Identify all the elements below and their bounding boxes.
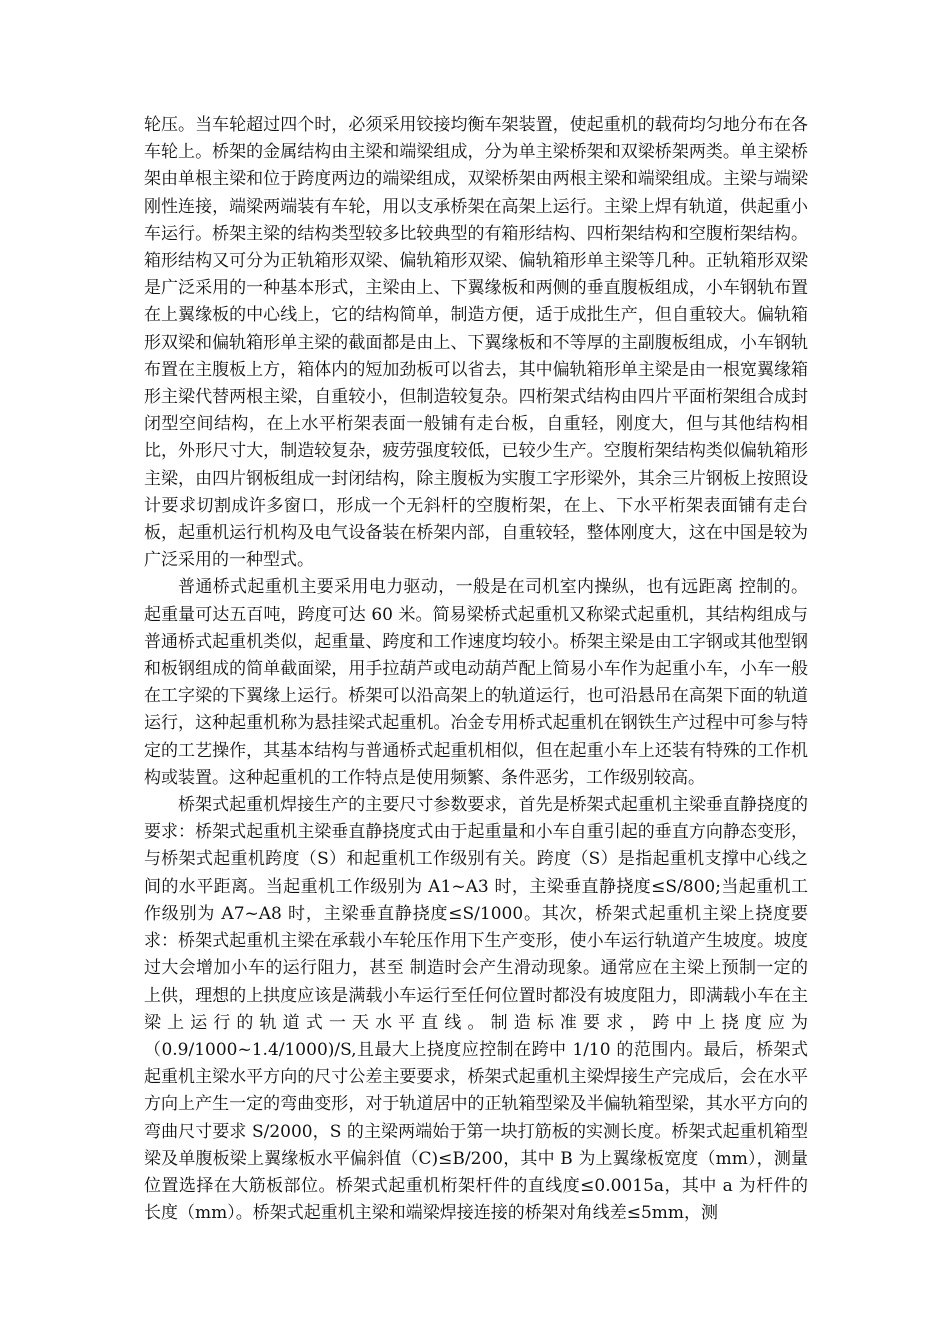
paragraph-welding-requirements: 桥架式起重机焊接生产的主要尺寸参数要求，首先是桥架式起重机主梁垂直静挠度的要求：桥架式起重机主梁垂直静挠度式由于起重量和小车自重引起的垂直方向静态变形，与桥架式起重机跨度（S）和起重机工作级别有关。跨度（S）是指起重机支撑中心线之间的水平距离。当起重机工作级别为 A1~A3 时，主梁垂直静挠度≤S/800;当起重机工作级别为 A7~A8 时，主梁垂直静挠度≤S/1000。其次，桥架式起重机主梁上挠度要求：桥架式起重机主梁在承载小车轮压作用下生产变形，使小车运行轨道产生坡度。坡度过大会增加小车的运行阻力，甚至 制造时会产生滑动现象。通常应在主梁上预制一定的上供，理想的上拱度应该是满载小车运行至任何位置时都没有坡度阻力，即满载小车在主梁上运行的轨道式一天水平直线。制造标准要求，跨中上挠度应为（0.9/1000~1.4/1000)/S,且最大上挠度应控制在跨中 1/10 的范围内。最后，桥架式起重机主梁水平方向的尺寸公差主要要求，桥架式起重机主梁焊接生产完成后，会在水平方向上产生一定的弯曲变形，对于轨道居中的正轨箱型梁及半偏轨箱型梁，其水平方向的弯曲尺寸要求 S/2000，S 的主梁两端始于第一块打筋板的实测长度。桥架式起重机箱型梁及单腹板梁上翼缘板水平偏斜值（C)≤B/200，其中 B 为上翼缘板宽度（mm），测量位置选择在大筋板部位。桥架式起重机桁架杆件的直线度≤0.0015a，其中 a 为杆件的长度（mm）。桥架式起重机主梁和端梁焊接连接的桥架对角线差≤5mm，测 [144, 795, 808, 1224]
paragraph-bridge-structure: 轮压。当车轮超过四个时，必须采用铰接均衡车架装置，使起重机的载荷均匀地分布在各车轮上。桥架的金属结构由主梁和端梁组成，分为单主梁桥架和双梁桥架两类。单主梁桥架由单根主梁和位于跨度两边的端梁组成，双梁桥架由两根主梁和端梁组成。主梁与端梁刚性连接，端梁两端装有车轮，用以支承桥架在高架上运行。主梁上焊有轨道，供起重小车运行。桥架主梁的结构类型较多比较典型的有箱形结构、四桁架结构和空腹桁架结构。箱形结构又可分为正轨箱形双梁、偏轨箱形双梁、偏轨箱形单主梁等几种。正轨箱形双梁是广泛采用的一种基本形式，主梁由上、下翼缘板和两侧的垂直腹板组成，小车钢轨布置在上翼缘板的中心线上，它的结构简单，制造方便，适于成批生产，但自重较大。偏轨箱形双梁和偏轨箱形单主梁的截面都是由上、下翼缘板和不等厚的主副腹板组成，小车钢轨布置在主腹板上方，箱体内的短加劲板可以省去，其中偏轨箱形单主梁是由一根宽翼缘箱形主梁代替两根主梁，自重较小，但制造较复杂。四桁架式结构由四片平面桁架组合成封闭型空间结构，在上水平桁架表面一般铺有走台板，自重轻，刚度大，但与其他结构相比，外形尺寸大，制造较复杂，疲劳强度较低，已较少生产。空腹桁架结构类似偏轨箱形主梁，由四片钢板组成一封闭结构，除主腹板为实腹工字形梁外，其余三片钢板上按照设计要求切割成许多窗口，形成一个无斜杆的空腹桁架，在上、下水平桁架表面铺有走台板，起重机运行机构及电气设备装在桥架内部，自重较轻，整体刚度大，这在中国是较为广泛采用的一种型式。 [144, 115, 808, 571]
document-page [144, 112, 808, 1227]
paragraph-ordinary-crane: 普通桥式起重机主要采用电力驱动，一般是在司机室内操纵，也有远距离 控制的。起重量可达五百吨，跨度可达 60 米。简易梁桥式起重机又称梁式起重机，其结构组成与普通桥式起重机类似，起重量、跨度和工作速度均较小。桥架主梁是由工字钢或其他型钢和板钢组成的简单截面梁，用手拉葫芦或电动葫芦配上简易小车作为起重小车，小车一般在工字梁的下翼缘上运行。桥架可以沿高架上的轨道运行，也可沿悬吊在高架下面的轨道运行，这种起重机称为悬挂梁式起重机。冶金专用桥式起重机在钢铁生产过程中可参与特定的工艺操作，其基本结构与普通桥式起重机相似，但在起重小车上还装有特殊的工作机构或装置。这种起重机的工作特点是使用频繁、条件恶劣，工作级别较高。 [144, 577, 808, 788]
